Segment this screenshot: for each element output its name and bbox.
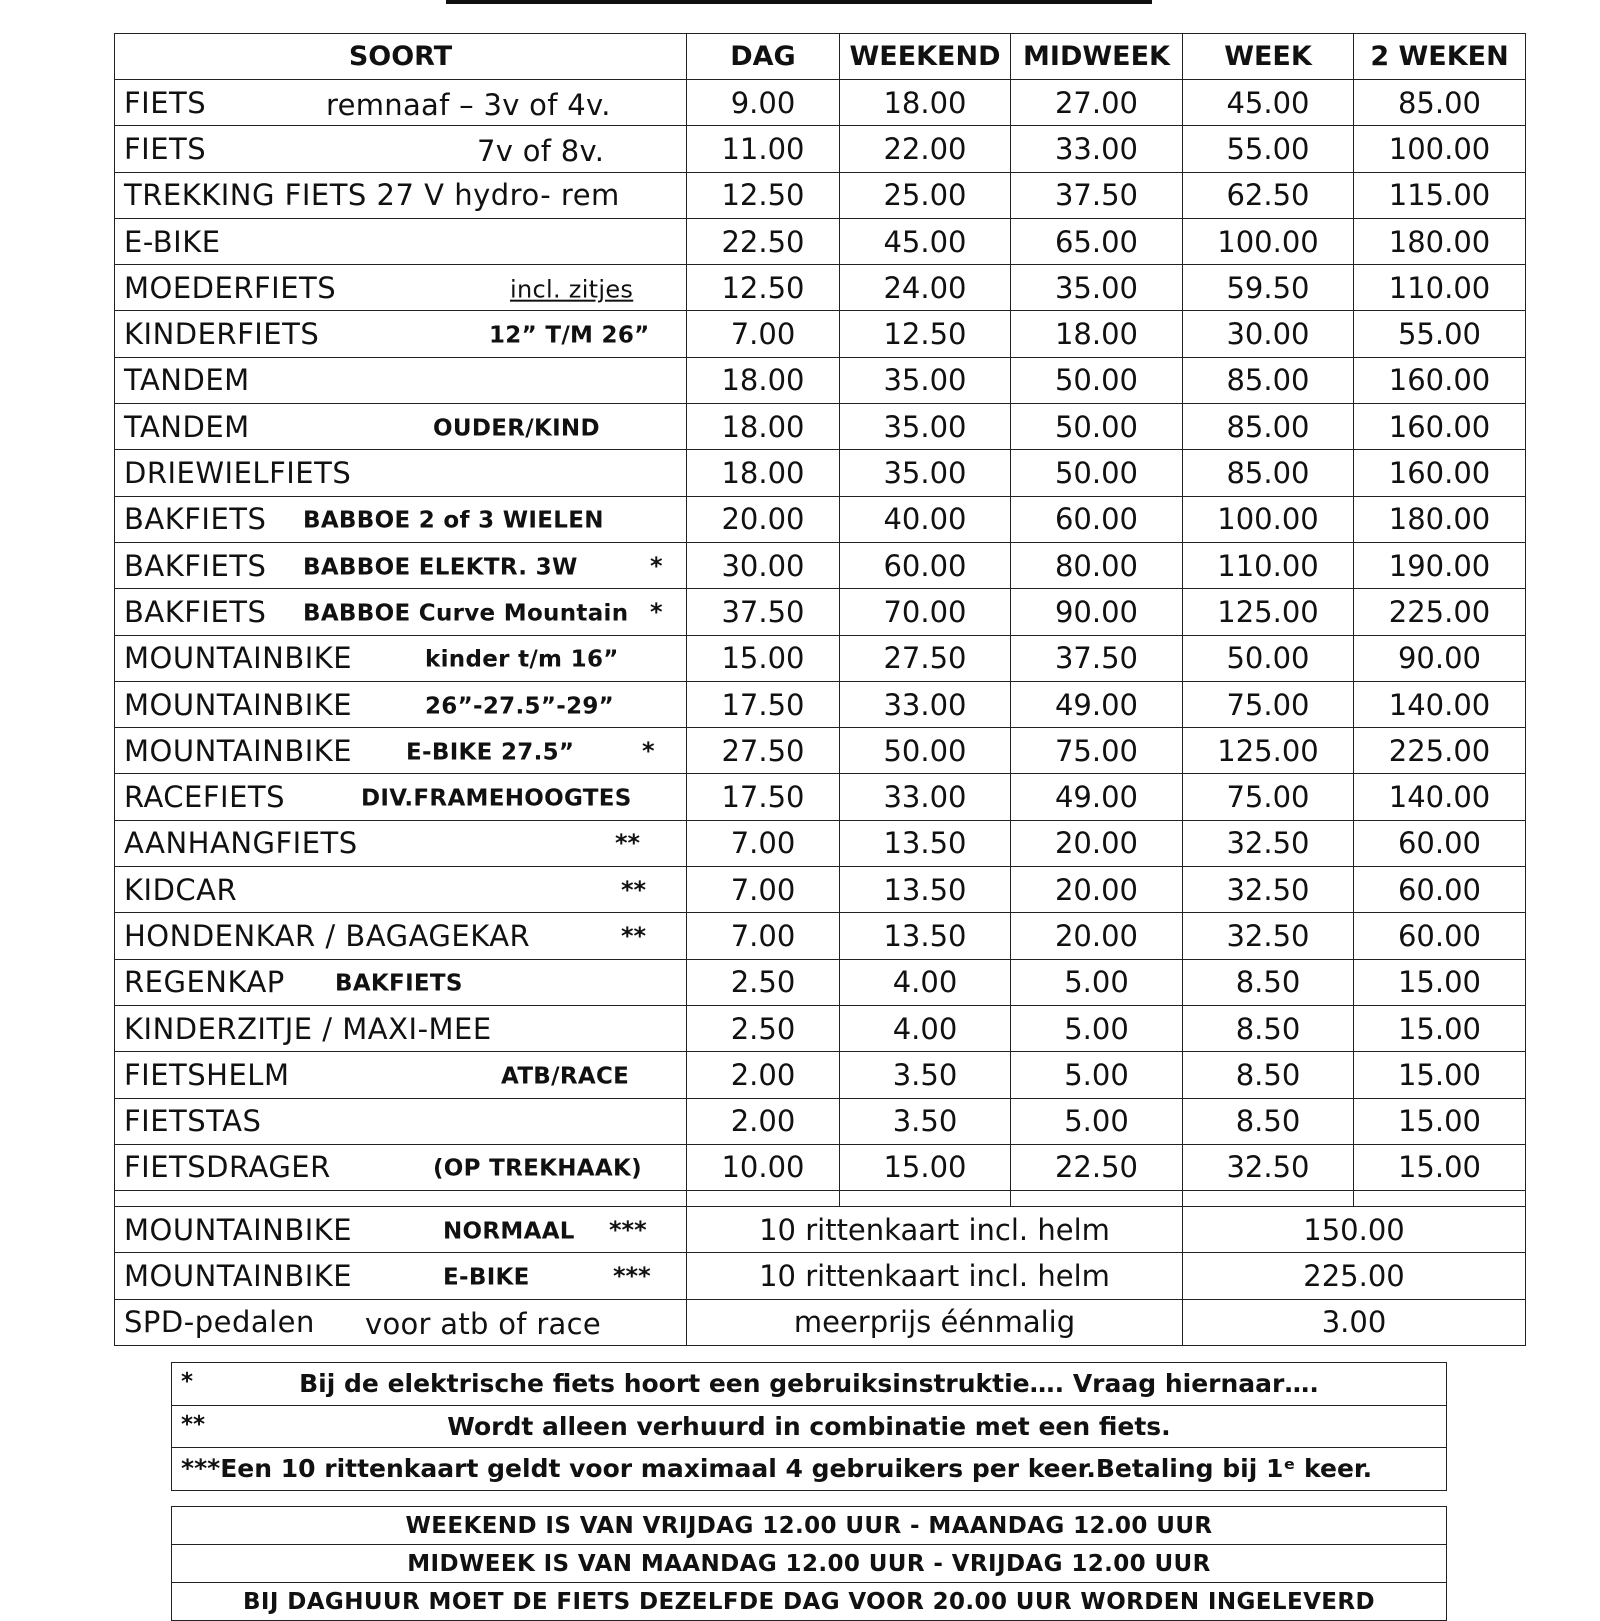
spacer-cell (840, 1191, 1011, 1207)
table-row (115, 218, 1526, 264)
price-midweek: 90.00 (1011, 589, 1183, 635)
item-name: KINDERFIETS (124, 317, 320, 352)
price-week: 125.00 (1183, 728, 1354, 774)
item-detail: incl. zitjes (510, 275, 634, 304)
info-row (172, 1507, 1447, 1545)
price-2-weken: 140.00 (1354, 681, 1526, 727)
price-midweek: 35.00 (1011, 265, 1183, 311)
footnote-text: Wordt alleen verhuurd in combinatie met een fiets. (447, 1411, 1171, 1441)
price-weekend: 70.00 (840, 589, 1011, 635)
price-midweek: 50.00 (1011, 450, 1183, 496)
table-row (115, 357, 1526, 403)
item-cell (115, 265, 687, 311)
table-row (115, 450, 1526, 496)
price-week: 32.50 (1183, 913, 1354, 959)
info-table (171, 1506, 1447, 1621)
item-cell (115, 774, 687, 820)
price-dag: 2.00 (687, 1052, 840, 1098)
item-name: MOUNTAINBIKE (124, 1259, 353, 1294)
info-text: BIJ DAGHUUR MOET DE FIETS DEZELFDE DAG VOOR 20.00 UUR WORDEN INGELEVERD (242, 1589, 1375, 1615)
price-week: 30.00 (1183, 311, 1354, 357)
item-detail: 26”-27.5”-29” (425, 693, 615, 720)
table-row (115, 1005, 1526, 1051)
price-2-weken: 180.00 (1354, 218, 1526, 264)
item-detail: remnaaf – 3v of 4v. (326, 87, 611, 122)
price-2-weken: 55.00 (1354, 311, 1526, 357)
item-detail: OUDER/KIND (433, 415, 600, 442)
price-dag: 15.00 (687, 635, 840, 681)
item-cell (115, 1253, 687, 1299)
price-midweek: 18.00 (1011, 311, 1183, 357)
price-dag: 11.00 (687, 126, 840, 172)
item-cell (115, 1052, 687, 1098)
item-cell (115, 404, 687, 450)
item-detail: E-BIKE 27.5” (406, 739, 575, 766)
item-detail: 12” T/M 26” (489, 322, 650, 349)
price-midweek: 37.50 (1011, 635, 1183, 681)
price-week: 125.00 (1183, 589, 1354, 635)
item-cell (115, 1299, 687, 1345)
price-weekend: 18.00 (840, 80, 1011, 126)
table-row (115, 635, 1526, 681)
price-weekend: 27.50 (840, 635, 1011, 681)
footnote-cell (172, 1405, 1447, 1448)
price-midweek: 50.00 (1011, 404, 1183, 450)
item-detail: BABBOE 2 of 3 WIELEN (303, 507, 604, 534)
info-row (172, 1545, 1447, 1583)
info-row (172, 1583, 1447, 1621)
pass-description: 10 rittenkaart incl. helm (687, 1253, 1183, 1299)
item-detail: E-BIKE (443, 1264, 530, 1291)
item-cell (115, 357, 687, 403)
table-row (115, 126, 1526, 172)
item-name: MOUNTAINBIKE (124, 641, 353, 676)
price-dag: 37.50 (687, 589, 840, 635)
pass-price: 225.00 (1183, 1253, 1526, 1299)
spacer-cell (115, 1191, 687, 1207)
pass-description: meerprijs éénmalig (687, 1299, 1183, 1345)
price-week: 59.50 (1183, 265, 1354, 311)
table-row (115, 589, 1526, 635)
price-midweek: 50.00 (1011, 357, 1183, 403)
table-row (115, 867, 1526, 913)
price-dag: 18.00 (687, 450, 840, 496)
info-cell (172, 1507, 1447, 1545)
item-name: E-BIKE (124, 224, 221, 259)
price-week: 32.50 (1183, 867, 1354, 913)
price-week: 75.00 (1183, 681, 1354, 727)
price-weekend: 40.00 (840, 496, 1011, 542)
item-cell (115, 867, 687, 913)
footnote-marker: *** (613, 1262, 651, 1291)
info-cell (172, 1545, 1447, 1583)
table-row (115, 728, 1526, 774)
price-midweek: 80.00 (1011, 542, 1183, 588)
price-2-weken: 15.00 (1354, 1098, 1526, 1144)
price-weekend: 3.50 (840, 1052, 1011, 1098)
price-dag: 7.00 (687, 820, 840, 866)
price-2-weken: 160.00 (1354, 404, 1526, 450)
table-row (115, 913, 1526, 959)
item-detail: 7v of 8v. (477, 133, 605, 168)
price-week: 85.00 (1183, 357, 1354, 403)
footnote-cell (172, 1363, 1447, 1406)
price-dag: 2.50 (687, 959, 840, 1005)
pass-row (115, 1299, 1526, 1345)
price-weekend: 13.50 (840, 913, 1011, 959)
price-dag: 10.00 (687, 1144, 840, 1190)
pass-price: 150.00 (1183, 1207, 1526, 1253)
table-row (115, 774, 1526, 820)
footnote-marker: ** (621, 875, 647, 904)
item-detail: kinder t/m 16” (425, 646, 619, 673)
footnote-mark: * (181, 1369, 194, 1395)
price-midweek: 37.50 (1011, 172, 1183, 218)
price-dag: 7.00 (687, 867, 840, 913)
footnote-mark: ** (181, 1411, 206, 1438)
spacer-cell (1354, 1191, 1526, 1207)
item-name: TREKKING FIETS 27 V hydro- rem (124, 178, 620, 213)
price-dag: 7.00 (687, 311, 840, 357)
item-cell (115, 959, 687, 1005)
price-midweek: 20.00 (1011, 820, 1183, 866)
item-name: FIETS (124, 131, 207, 166)
item-cell (115, 913, 687, 959)
price-2-weken: 190.00 (1354, 542, 1526, 588)
item-detail: DIV.FRAMEHOOGTES (361, 785, 632, 812)
price-dag: 30.00 (687, 542, 840, 588)
item-cell (115, 1207, 687, 1253)
price-week: 32.50 (1183, 1144, 1354, 1190)
price-dag: 7.00 (687, 913, 840, 959)
item-cell (115, 172, 687, 218)
item-cell (115, 635, 687, 681)
price-weekend: 13.50 (840, 820, 1011, 866)
item-name: DRIEWIELFIETS (124, 456, 352, 491)
item-cell (115, 820, 687, 866)
item-cell (115, 681, 687, 727)
item-detail: voor atb of race (365, 1307, 602, 1342)
price-dag: 18.00 (687, 357, 840, 403)
price-dag: 12.50 (687, 265, 840, 311)
price-2-weken: 140.00 (1354, 774, 1526, 820)
price-midweek: 49.00 (1011, 681, 1183, 727)
item-name: FIETSDRAGER (124, 1150, 331, 1185)
item-name: SPD-pedalen (124, 1305, 315, 1340)
price-week: 45.00 (1183, 80, 1354, 126)
price-weekend: 50.00 (840, 728, 1011, 774)
price-2-weken: 90.00 (1354, 635, 1526, 681)
price-week: 55.00 (1183, 126, 1354, 172)
price-2-weken: 225.00 (1354, 728, 1526, 774)
item-detail: (OP TREKHAAK) (433, 1156, 642, 1183)
price-dag: 9.00 (687, 80, 840, 126)
price-weekend: 35.00 (840, 450, 1011, 496)
price-week: 50.00 (1183, 635, 1354, 681)
item-detail: BAKFIETS (335, 970, 463, 997)
price-week: 8.50 (1183, 1052, 1354, 1098)
item-cell (115, 1005, 687, 1051)
price-midweek: 49.00 (1011, 774, 1183, 820)
price-week: 8.50 (1183, 959, 1354, 1005)
price-weekend: 22.00 (840, 126, 1011, 172)
price-week: 8.50 (1183, 1098, 1354, 1144)
price-week: 100.00 (1183, 218, 1354, 264)
table-row (115, 172, 1526, 218)
price-2-weken: 180.00 (1354, 496, 1526, 542)
price-midweek: 20.00 (1011, 913, 1183, 959)
price-week: 32.50 (1183, 820, 1354, 866)
price-midweek: 5.00 (1011, 959, 1183, 1005)
item-name: RACEFIETS (124, 780, 286, 815)
price-midweek: 5.00 (1011, 1005, 1183, 1051)
price-week: 100.00 (1183, 496, 1354, 542)
item-cell (115, 589, 687, 635)
item-name: KINDERZITJE / MAXI-MEE (124, 1011, 492, 1046)
table-row (115, 1098, 1526, 1144)
footnote-text: ***Een 10 rittenkaart geldt voor maximaal 4 gebruikers per keer.Betaling bij 1ᵉ keer. (181, 1454, 1373, 1484)
price-midweek: 5.00 (1011, 1052, 1183, 1098)
item-name: FIETSTAS (124, 1104, 262, 1139)
item-name: TANDEM (124, 409, 250, 444)
item-cell (115, 218, 687, 264)
spacer-cell (1183, 1191, 1354, 1207)
info-text: MIDWEEK IS VAN MAANDAG 12.00 UUR - VRIJDAG 12.00 UUR (407, 1550, 1211, 1577)
item-cell (115, 311, 687, 357)
price-2-weken: 160.00 (1354, 357, 1526, 403)
price-2-weken: 100.00 (1354, 126, 1526, 172)
price-dag: 2.00 (687, 1098, 840, 1144)
price-weekend: 35.00 (840, 404, 1011, 450)
table-row (115, 1144, 1526, 1190)
item-cell (115, 1144, 687, 1190)
price-weekend: 33.00 (840, 774, 1011, 820)
price-midweek: 60.00 (1011, 496, 1183, 542)
price-2-weken: 225.00 (1354, 589, 1526, 635)
item-cell (115, 1098, 687, 1144)
footnote-row (172, 1405, 1447, 1448)
price-week: 75.00 (1183, 774, 1354, 820)
pass-row (115, 1253, 1526, 1299)
item-name: MOEDERFIETS (124, 270, 337, 305)
header-dag: DAG (687, 34, 840, 80)
header-week: WEEK (1183, 34, 1354, 80)
price-2-weken: 60.00 (1354, 867, 1526, 913)
item-detail: ATB/RACE (501, 1063, 630, 1090)
spacer-cell (1011, 1191, 1183, 1207)
item-name: MOUNTAINBIKE (124, 733, 353, 768)
price-week: 110.00 (1183, 542, 1354, 588)
price-week: 85.00 (1183, 450, 1354, 496)
item-detail: NORMAAL (443, 1218, 575, 1245)
price-2-weken: 60.00 (1354, 820, 1526, 866)
item-name: KIDCAR (124, 872, 238, 907)
footnote-text: Bij de elektrische fiets hoort een gebruiksinstruktie…. Vraag hiernaar…. (299, 1369, 1319, 1399)
item-detail: BABBOE Curve Mountain (303, 600, 629, 627)
price-dag: 22.50 (687, 218, 840, 264)
pass-description: 10 rittenkaart incl. helm (687, 1207, 1183, 1253)
price-week: 62.50 (1183, 172, 1354, 218)
price-2-weken: 60.00 (1354, 913, 1526, 959)
footnote-cell (172, 1448, 1447, 1491)
price-dag: 20.00 (687, 496, 840, 542)
footnote-marker: * (650, 597, 663, 626)
price-2-weken: 110.00 (1354, 265, 1526, 311)
price-2-weken: 15.00 (1354, 1005, 1526, 1051)
price-midweek: 5.00 (1011, 1098, 1183, 1144)
price-weekend: 33.00 (840, 681, 1011, 727)
header-midweek: MIDWEEK (1011, 34, 1183, 80)
price-dag: 17.50 (687, 774, 840, 820)
price-weekend: 12.50 (840, 311, 1011, 357)
footnote-marker: * (650, 551, 663, 580)
price-2-weken: 115.00 (1354, 172, 1526, 218)
table-row (115, 311, 1526, 357)
footnote-marker: * (642, 736, 655, 765)
pass-row (115, 1207, 1526, 1253)
item-name: TANDEM (124, 363, 250, 398)
price-dag: 18.00 (687, 404, 840, 450)
price-dag: 12.50 (687, 172, 840, 218)
header-2-weken: 2 WEKEN (1354, 34, 1526, 80)
header-row (115, 34, 1526, 80)
item-cell (115, 126, 687, 172)
table-row (115, 404, 1526, 450)
footnote-row (172, 1448, 1447, 1491)
item-name: FIETS (124, 85, 207, 120)
item-name: REGENKAP (124, 965, 285, 1000)
table-row (115, 265, 1526, 311)
footnote-marker: ** (615, 829, 641, 858)
price-2-weken: 15.00 (1354, 1144, 1526, 1190)
price-midweek: 75.00 (1011, 728, 1183, 774)
info-cell (172, 1583, 1447, 1621)
price-2-weken: 160.00 (1354, 450, 1526, 496)
price-midweek: 65.00 (1011, 218, 1183, 264)
price-midweek: 22.50 (1011, 1144, 1183, 1190)
table-row (115, 820, 1526, 866)
price-weekend: 15.00 (840, 1144, 1011, 1190)
price-dag: 27.50 (687, 728, 840, 774)
pass-price: 3.00 (1183, 1299, 1526, 1345)
price-dag: 2.50 (687, 1005, 840, 1051)
price-weekend: 35.00 (840, 357, 1011, 403)
footnote-marker: ** (621, 921, 647, 950)
table-row (115, 542, 1526, 588)
price-table (114, 33, 1526, 1346)
item-name: BAKFIETS (124, 548, 267, 583)
price-2-weken: 15.00 (1354, 959, 1526, 1005)
price-week: 85.00 (1183, 404, 1354, 450)
item-name: BAKFIETS (124, 502, 267, 537)
price-midweek: 20.00 (1011, 867, 1183, 913)
table-row (115, 496, 1526, 542)
item-cell (115, 80, 687, 126)
item-name: FIETSHELM (124, 1057, 290, 1092)
item-cell (115, 728, 687, 774)
item-cell (115, 496, 687, 542)
item-cell (115, 450, 687, 496)
info-text: WEEKEND IS VAN VRIJDAG 12.00 UUR - MAANDAG 12.00 UUR (405, 1512, 1213, 1539)
price-dag: 17.50 (687, 681, 840, 727)
price-weekend: 45.00 (840, 218, 1011, 264)
item-name: AANHANGFIETS (124, 826, 358, 861)
price-midweek: 27.00 (1011, 80, 1183, 126)
table-row (115, 1052, 1526, 1098)
footnotes-table (171, 1362, 1447, 1491)
item-name: MOUNTAINBIKE (124, 687, 353, 722)
price-weekend: 3.50 (840, 1098, 1011, 1144)
item-cell (115, 542, 687, 588)
table-row (115, 681, 1526, 727)
item-name: BAKFIETS (124, 594, 267, 629)
spacer-cell (687, 1191, 840, 1207)
top-rule (446, 0, 1152, 4)
price-weekend: 25.00 (840, 172, 1011, 218)
header-soort: SOORT (115, 34, 687, 80)
price-week: 8.50 (1183, 1005, 1354, 1051)
header-weekend: WEEKEND (840, 34, 1011, 80)
price-weekend: 13.50 (840, 867, 1011, 913)
item-name: HONDENKAR / BAGAGEKAR (124, 918, 531, 953)
price-weekend: 60.00 (840, 542, 1011, 588)
footnote-row (172, 1363, 1447, 1406)
spacer-row (115, 1191, 1526, 1207)
footnote-marker: *** (609, 1215, 647, 1244)
item-name: MOUNTAINBIKE (124, 1212, 353, 1247)
price-midweek: 33.00 (1011, 126, 1183, 172)
table-row (115, 80, 1526, 126)
price-weekend: 4.00 (840, 959, 1011, 1005)
table-row (115, 959, 1526, 1005)
price-weekend: 4.00 (840, 1005, 1011, 1051)
item-detail: BABBOE ELEKTR. 3W (303, 554, 578, 581)
price-2-weken: 15.00 (1354, 1052, 1526, 1098)
price-weekend: 24.00 (840, 265, 1011, 311)
price-2-weken: 85.00 (1354, 80, 1526, 126)
